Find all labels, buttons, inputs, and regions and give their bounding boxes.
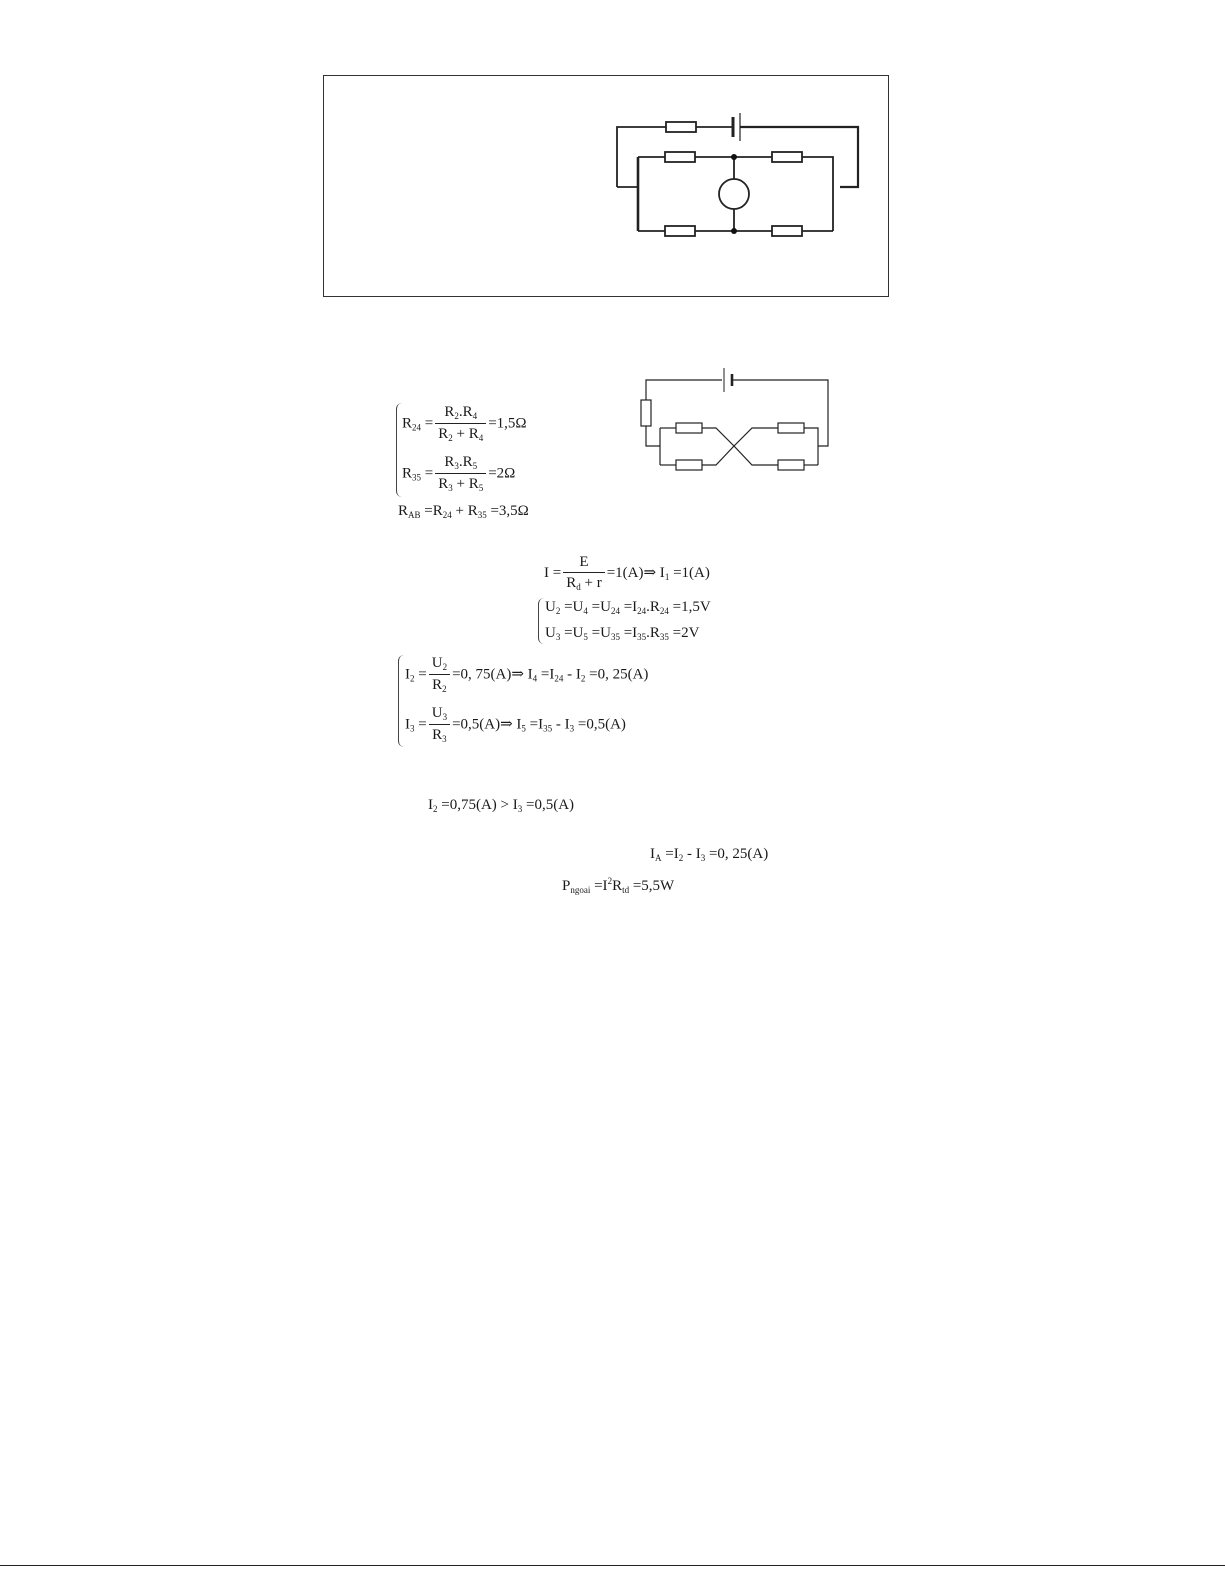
- equation-i2-i4: $I_2$ = $\frac{U_2}{R_2}$ =0, 75(A)⇒ $I_4 =I_{24} - I_2 =0$, 25(A): [405, 655, 649, 694]
- page-bottom-rule: [0, 1565, 1225, 1566]
- rab-result: =3,5Ω: [490, 503, 529, 519]
- equation-compare: $I_2 =0,75(A) > I_3 =0,5(A)$: [428, 797, 575, 814]
- system-brace: [538, 598, 545, 644]
- equation-power: $P_{ngoai} =I^2R_{td} =5,5W$: [562, 876, 675, 895]
- equation-r35: $R_{35}$ = $\frac{R_3.R_5}{R_3 + R_5}$ =2Ω: [402, 454, 516, 493]
- equation-r24: $R_{24}$ = $\frac{R_2.R_4}{R_2 + R_4}$ =1,5Ω: [402, 404, 527, 443]
- system-brace: [398, 655, 405, 747]
- equation-u3-u5: $U_3 =U_5 =U_{35} =I_{35}.R_{35} =2V$: [545, 625, 700, 642]
- equation-rab: $R_{AB} =R_{24} + R_{35} =3,5\Omega$: [398, 503, 529, 520]
- equation-ia: $I_A =I_2 - I_3 =0$, 25(A): [650, 846, 769, 863]
- equation-u2-u4: $U_2 =U_4 =U_{24} =I_{24}.R_{24} =1,5V$: [545, 599, 711, 616]
- equation-i3-i5: $I_3$ = $\frac{U_3}{R_3}$ =0,5(A)⇒ $I_5 =I_{35} - I_3 =0,5(A)$: [405, 705, 626, 744]
- equation-current-i: I = $\frac{E}{R_d + r}$ =1(A)⇒ $I_1 =1(A)$: [544, 554, 710, 592]
- r24-result: =1,5Ω: [488, 415, 527, 432]
- r35-result: =2Ω: [488, 465, 516, 482]
- equivalent-circuit-diagram: [0, 0, 1225, 500]
